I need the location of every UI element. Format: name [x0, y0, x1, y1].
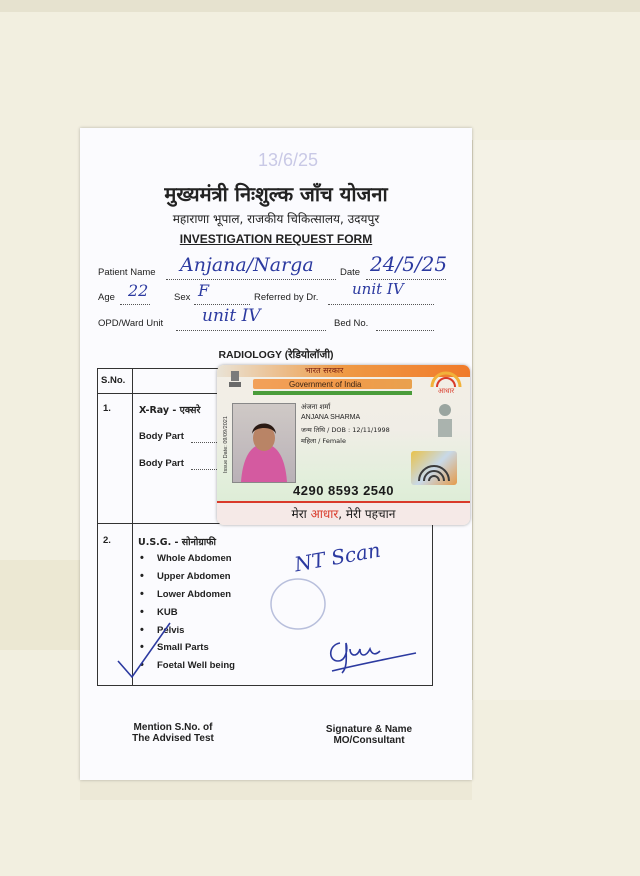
age-value: 22 [128, 281, 149, 300]
usg-label: U.S.G. - सोनोग्राफी [138, 537, 216, 548]
usg-option: • KUB [157, 607, 178, 618]
gender-line: महिला / Female [301, 437, 346, 445]
card-green-band [253, 391, 412, 395]
body-part-line-1 [191, 441, 217, 443]
sno-header: S.No. [101, 375, 126, 386]
emblem-icon [227, 369, 243, 389]
name-english: ANJANA SHARMA [301, 414, 361, 421]
aadhaar-card [217, 365, 470, 525]
sex-label: Sex [174, 292, 191, 303]
aadhaar-logo-text: आधार [437, 387, 455, 395]
age-label: Age [98, 292, 115, 303]
radiology-heading: RADIOLOGY (रेडियोलॉजी) [218, 349, 334, 361]
left-scan-edge [0, 0, 640, 12]
usg-option: • Small Parts [157, 642, 209, 653]
usg-option: • Pelvis [157, 625, 184, 636]
hologram-icon [411, 451, 457, 485]
usg-option: • Lower Abdomen [157, 589, 231, 600]
age-line [120, 303, 150, 305]
opd-ward-value: unit IV [202, 306, 261, 326]
tape-left [0, 560, 80, 650]
hospital-name: महाराणा भूपाल, राजकीय चिकित्सालय, उदयपुर [172, 212, 380, 226]
tape-bottom [80, 780, 472, 800]
referred-by-line [328, 303, 434, 305]
patient-name-label: Patient Name [98, 267, 156, 278]
card-footer [217, 501, 470, 525]
footer-suffix: , मेरी पहचान [338, 507, 396, 521]
date-label: Date [340, 267, 361, 278]
footer-advised-test-note: Mention S.No. of The Advised Test [132, 722, 214, 744]
referred-by-label: Referred by Dr. [254, 292, 319, 303]
footer-signature-label: Signature & Name MO/Consultant [325, 724, 413, 746]
footer-prefix: मेरा [291, 507, 311, 521]
hospital-stamp [268, 575, 328, 633]
card-header-hindi: भारत सरकार [305, 366, 344, 375]
bed-no-label: Bed No. [334, 318, 369, 329]
form-title: INVESTIGATION REQUEST FORM [179, 232, 373, 246]
sex-value: F [198, 281, 210, 300]
aadhaar-number: 4290 8593 2540 [293, 483, 394, 498]
opd-ward-line [176, 329, 326, 331]
usg-option: • Foetal Well being [157, 660, 235, 671]
usg-option: • Upper Abdomen [157, 571, 231, 582]
body-part-label-1: Body Part [139, 431, 184, 442]
referred-by-value: unit IV [352, 280, 404, 298]
doctor-signature [326, 627, 420, 677]
dob-line: जन्म तिथि / DOB : 12/11/1998 [301, 426, 390, 434]
cardholder-photo [232, 403, 296, 483]
date-value: 24/5/25 [370, 252, 448, 276]
tick-mark [114, 619, 174, 681]
tape-right [472, 140, 640, 700]
footer-highlight: आधार [310, 507, 339, 521]
sex-line [194, 303, 250, 305]
patient-name-line [166, 278, 336, 280]
issue-date: Issue Date: 09/09/2021 [223, 416, 229, 473]
row2-sno: 2. [103, 535, 111, 546]
body-part-line-2 [191, 468, 217, 470]
row1-sno: 1. [103, 403, 111, 414]
usg-option: • Whole Abdomen [157, 553, 232, 564]
body-part-label-2: Body Part [139, 458, 184, 469]
aadhaar-logo [429, 371, 463, 397]
name-hindi: अंजना शर्मा [301, 403, 331, 411]
faint-stamp: 13/6/25 [258, 150, 319, 170]
xray-label: X-Ray - एक्सरे [139, 405, 201, 416]
opd-ward-label: OPD/Ward Unit [98, 318, 164, 329]
qr-code-icon [434, 401, 456, 441]
card-header-english: Government of India [289, 380, 362, 389]
patient-name-value: Anjana/Narga [180, 254, 314, 276]
scheme-title: मुख्यमंत्री निःशुल्क जाँच योजना [164, 182, 388, 206]
usg-handwritten-note: NT Scan [292, 537, 383, 577]
bed-no-line [376, 329, 434, 331]
